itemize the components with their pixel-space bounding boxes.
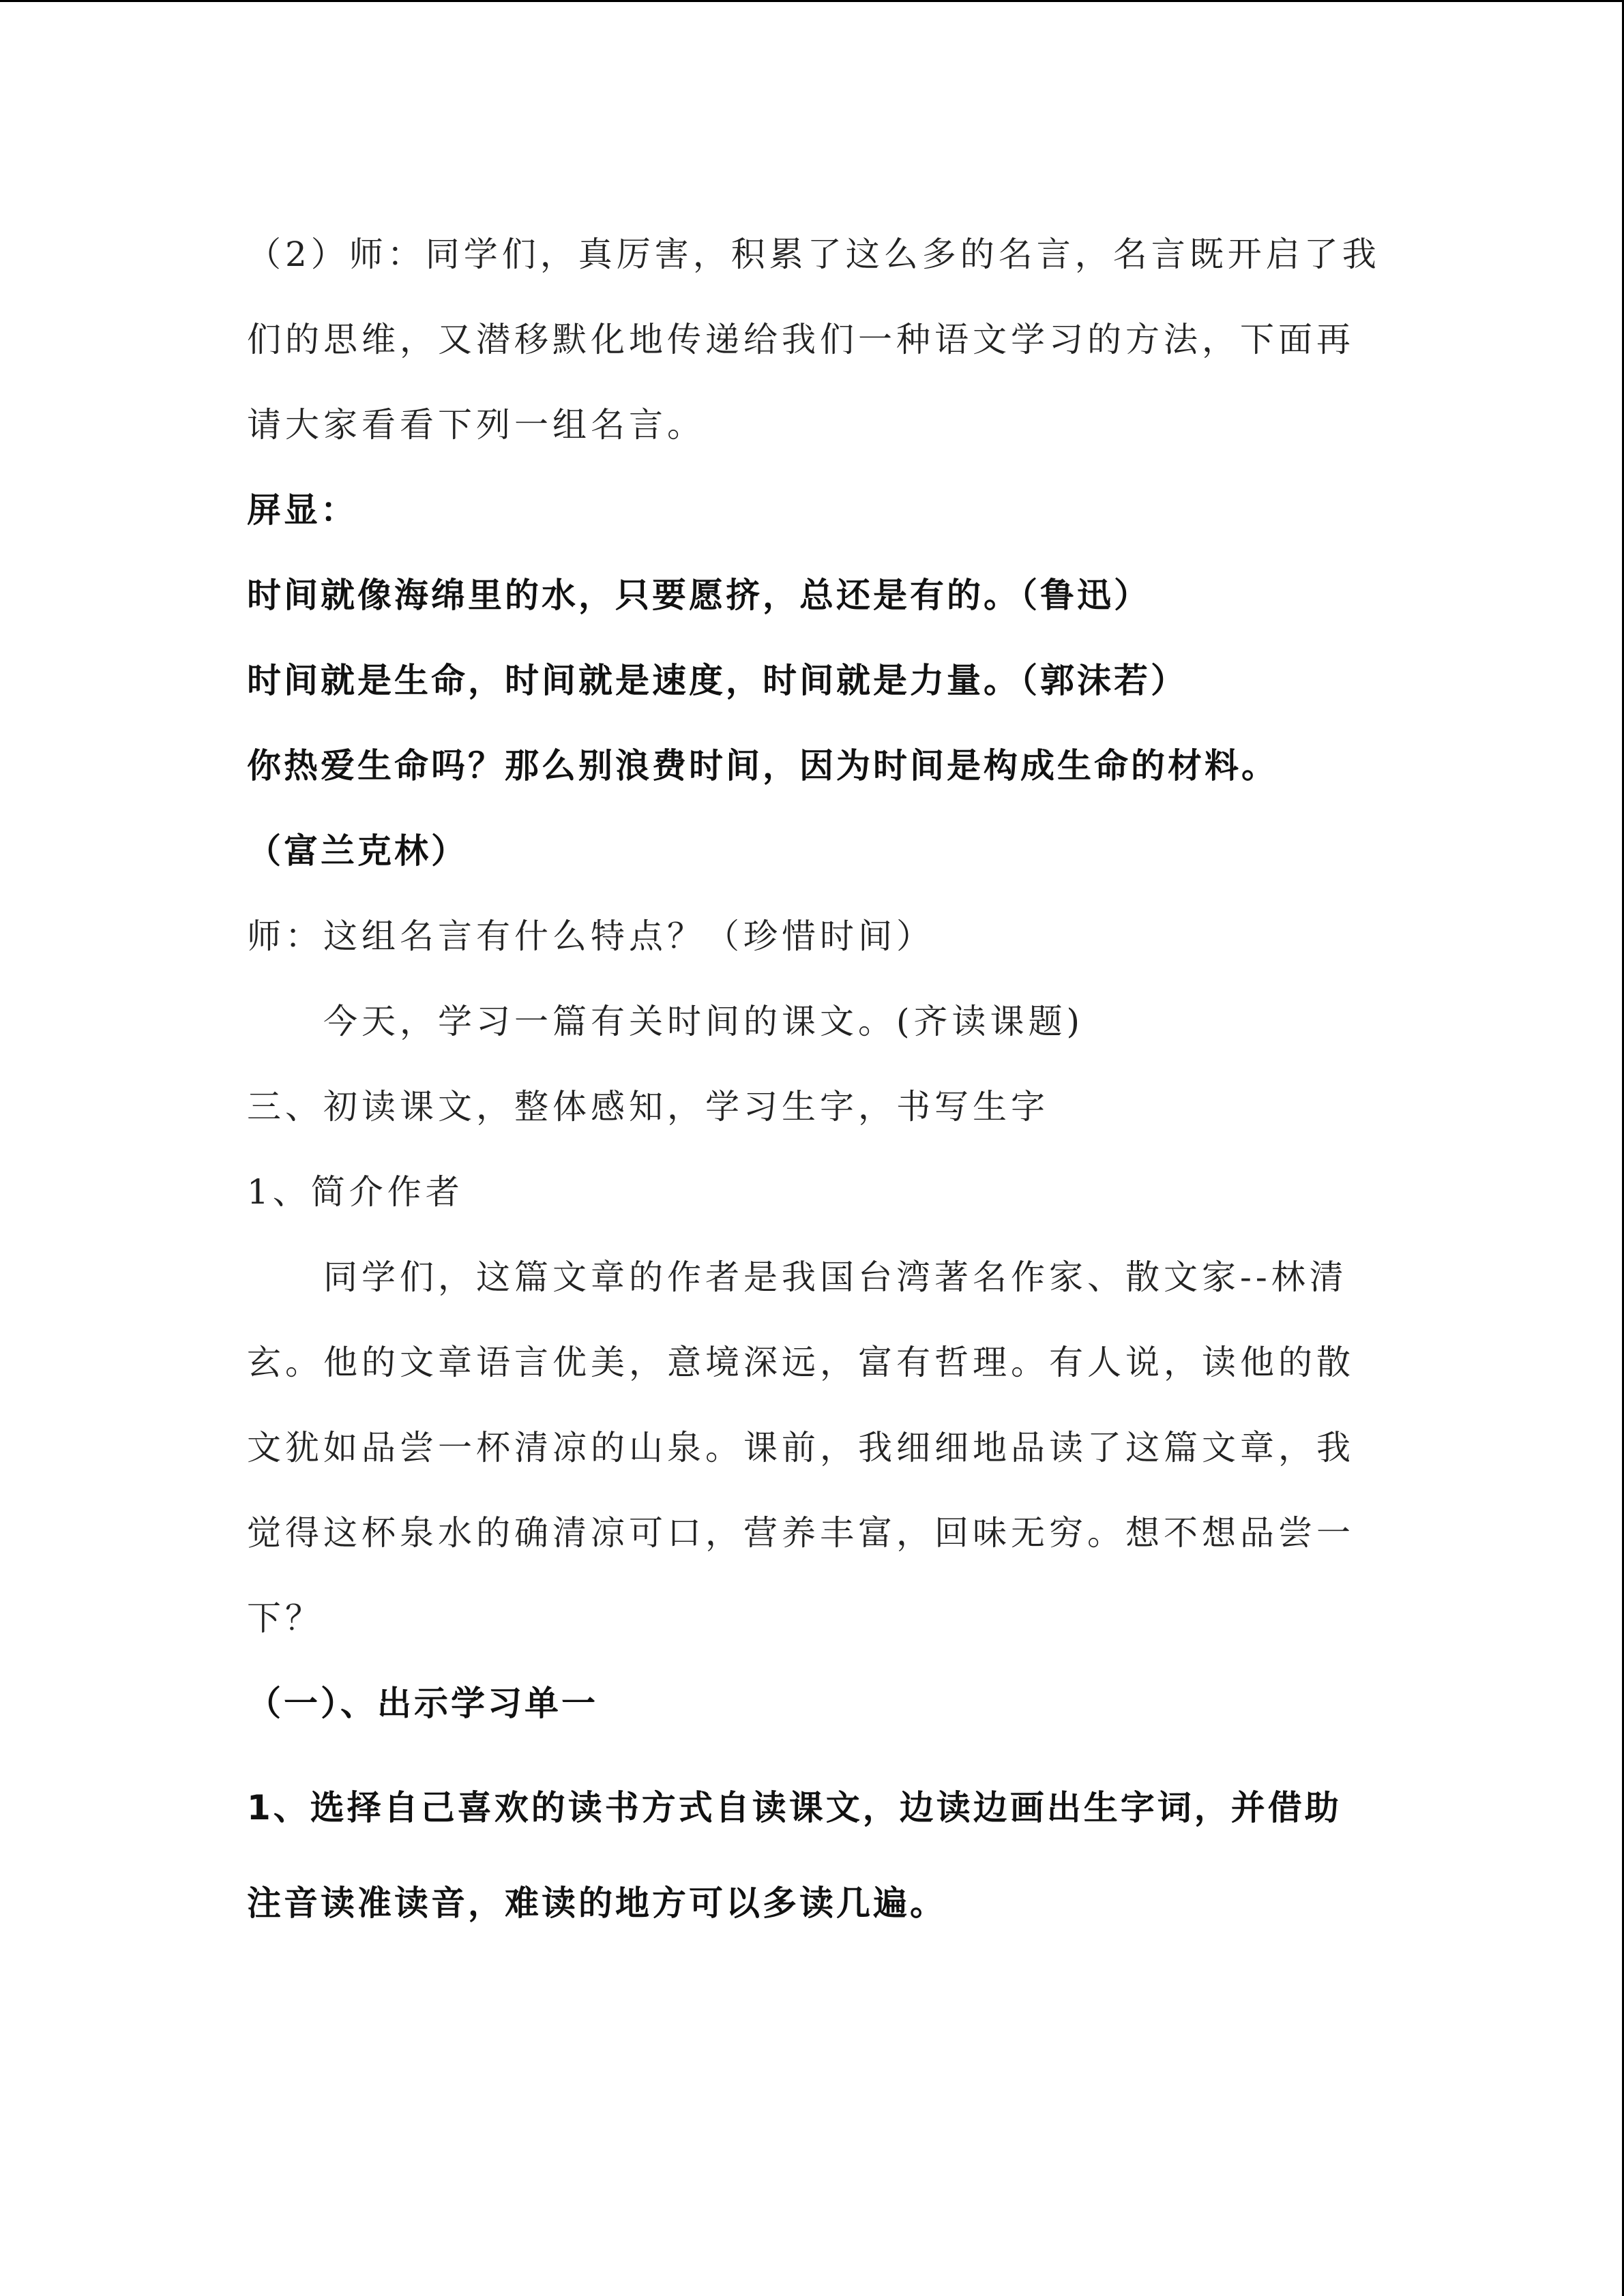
study-sheet-heading: （一）、出示学习单一 (247, 1684, 598, 1723)
quote-franklin-attribution: （富兰克林） (247, 831, 468, 871)
author-intro-line-1: 同学们，这篇文章的作者是我国台湾著名作家、散文家--林清 (323, 1257, 1348, 1297)
intro-line-1: （2）师：同学们，真厉害，积累了这么多的名言，名言既开启了我 (247, 235, 1381, 274)
spacer (247, 1746, 1379, 1760)
author-intro-line-3: 文犹如品尝一杯清凉的山泉。课前，我细细地品读了这篇文章，我 (247, 1428, 1355, 1467)
quote-lu-xun: 时间就像海绵里的水，只要愿挤，总还是有的。（鲁迅） (247, 576, 1151, 615)
author-intro-line-2: 玄。他的文章语言优美，意境深远，富有哲理。有人说，读他的散 (247, 1343, 1355, 1382)
author-intro-heading: 1、简介作者 (247, 1172, 464, 1212)
author-intro-line-5: 下？ (247, 1598, 323, 1638)
study-sheet-item-line-2: 注音读准读音，难读的地方可以多读几遍。 (247, 1883, 947, 1923)
teacher-question: 师：这组名言有什么特点？（珍惜时间） (247, 916, 934, 956)
section-three-heading: 三、初读课文，整体感知，学习生字，书写生字 (247, 1087, 1049, 1127)
quote-franklin: 你热爱生命吗？那么别浪费时间，因为时间是构成生命的材料。 (247, 746, 1278, 786)
quote-guo-moruo: 时间就是生命，时间就是速度，时间就是力量。（郭沫若） (247, 661, 1187, 700)
intro-line-3: 请大家看看下列一组名言。 (247, 405, 705, 445)
screen-display-label: 屏显： (247, 490, 357, 530)
document-body (247, 212, 1379, 1951)
author-intro-line-4: 觉得这杯泉水的确清凉可口，营养丰富，回味无穷。想不想品尝一 (247, 1513, 1355, 1553)
study-sheet-item-line-1: 1、选择自己喜欢的读书方式自读课文，边读边画出生字词，并借助 (247, 1788, 1342, 1828)
intro-line-2: 们的思维，又潜移默化地传递给我们一种语文学习的方法，下面再 (247, 320, 1355, 359)
today-line: 今天，学习一篇有关时间的课文。(齐读课题) (323, 1002, 1084, 1041)
